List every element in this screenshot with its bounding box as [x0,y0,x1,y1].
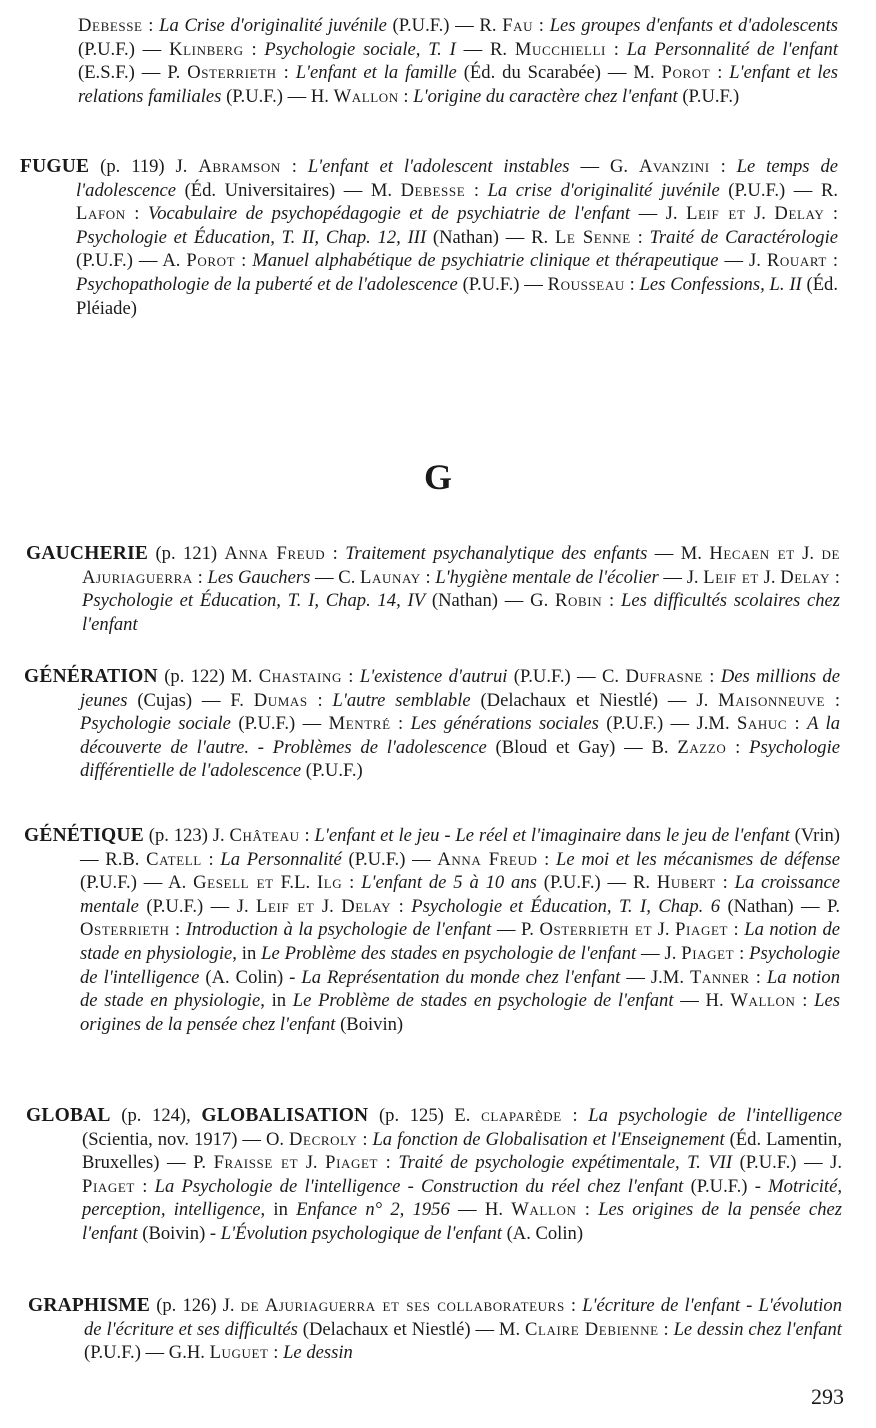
entry-fugue [20,155,839,320]
entry-text: (p. 126) J. de Ajuriaguerra et ses collaborateurs : L'écriture de l'enfant - L'évolution de l'écriture et ses difficultés (Delachaux et Niestlé) — M. Claire Debienne : Le dessin chez l'enfant (P.U.F.) — G.H. Luguet : Le dessin [84,1295,842,1364]
entry-graphisme [28,1294,842,1365]
entry-headword: GAUCHERIE [26,543,149,564]
entry-text: (p. 121) Anna Freud : Traitement psychanalytique des enfants — M. Hecaen et J. de Ajuriaguerra : Les Gauchers — C. Launay : L'hygiène mentale de l'écolier — J. Leif et J. Delay : Psychologie et Éducation, T. I, Chap. 14, IV (Nathan) — G. Robin : Les difficultés scolaires chez l'enfant [82,543,841,635]
entry-text: (p. 119) J. Abramson : L'enfant et l'adolescent instables — G. Avanzini : Le temps de l'adolescence (Éd. Universitaires) — M. Debesse : La crise d'originalité juvénile (P.U.F.) — R. Lafon : Vocabulaire de psychopédagogie et de psychiatrie de l'enfant — J. Leif et J. Delay : Psychologie et Éducation, T. II, Chap. 12, III (Nathan) — R. Le Senne : Traité de Caractérologie (P.U.F.) — A. Porot : Manuel alphabétique de psychiatrie clinique et thérapeutique — J. Rouart : Psychopathologie de la puberté et de l'adolescence (P.U.F.) — Rousseau : Les Confessions, L. II (Éd. Pléiade) [76,156,839,319]
page-number: 293 [811,1384,844,1409]
entry-text: (p. 123) J. Château : L'enfant et le jeu - Le réel et l'imaginaire dans le jeu de l'enfant (Vrin) — R.B. Catell : La Personnalité (P.U.F.) — Anna Freud : Le moi et les mécanismes de défense (P.U.F.) — A. Gesell et F.L. Ilg : L'enfant de 5 à 10 ans (P.U.F.) — R. Hubert : La croissance mentale (P.U.F.) — J. Leif et J. Delay : Psychologie et Éducation, T. I, Chap. 6 (Nathan) — P. Osterrieth : Introduction à la psychologie de l'enfant — P. Osterrieth et J. Piaget : La notion de stade en physiologie, in Le Problème des stades en psychologie de l'enfant — J. Piaget : Psychologie de l'intelligence (A. Colin) - La Représentation du monde chez l'enfant — J.M. Tanner : La notion de stade en physiologie, in Le Problème de stades en psychologie de l'enfant — H. Wallon : Les origines de la pensée chez l'enfant (Boivin) [80,825,841,1035]
entry-headword: GÉNÉRATION [24,666,158,687]
entry-continuation [78,14,838,108]
entry-headword: FUGUE [20,156,90,177]
entry-genetique [24,824,841,1036]
entry-headword: GRAPHISME [28,1295,151,1316]
section-letter: G [423,457,452,497]
entry-generation [24,665,841,783]
entry-global [26,1104,843,1246]
entry-headword: GÉNÉTIQUE [24,825,144,846]
entry-headword: GLOBAL [26,1105,111,1126]
entry-text: (p. 124), GLOBALISATION (p. 125) E. claparède : La psychologie de l'intelligence (Scientia, nov. 1917) — O. Decroly : La fonction de Globalisation et l'Enseignement (Éd. Lamentin, Bruxelles) — P. Fraisse et J. Piaget : Traité de psychologie expétimentale, T. VII (P.U.F.) — J. Piaget : La Psychologie de l'intelligence - Construction du réel chez l'enfant (P.U.F.) - Motricité, perception, intelligence, in Enfance n° 2, 1956 — H. Wallon : Les origines de la pensée chez l'enfant (Boivin) - L'Évolution psychologique de l'enfant (A. Colin) [82,1105,843,1244]
entry-gaucherie [26,542,841,636]
entry-text: Debesse : La Crise d'originalité juvénile (P.U.F.) — R. Fau : Les groupes d'enfants et d'adolescents (P.U.F.) — Klinberg : Psychologie sociale, T. I — R. Mucchielli : La Personnalité de l'enfant (E.S.F.) — P. Osterrieth : L'enfant et la famille (Éd. du Scarabée) — M. Porot : L'enfant et les relations familiales (P.U.F.) — H. Wallon : L'origine du caractère chez l'enfant (P.U.F.) [78,15,839,107]
entry-text: (p. 122) M. Chastaing : L'existence d'autrui (P.U.F.) — C. Dufrasne : Des millions de jeunes (Cujas) — F. Dumas : L'autre semblable (Delachaux et Niestlé) — J. Maisonneuve : Psychologie sociale (P.U.F.) — Mentré : Les générations sociales (P.U.F.) — J.M. Sahuc : A la découverte de l'autre. - Problèmes de l'adolescence (Bloud et Gay) — B. Zazzo : Psychologie différentielle de l'adolescence (P.U.F.) [80,666,841,782]
